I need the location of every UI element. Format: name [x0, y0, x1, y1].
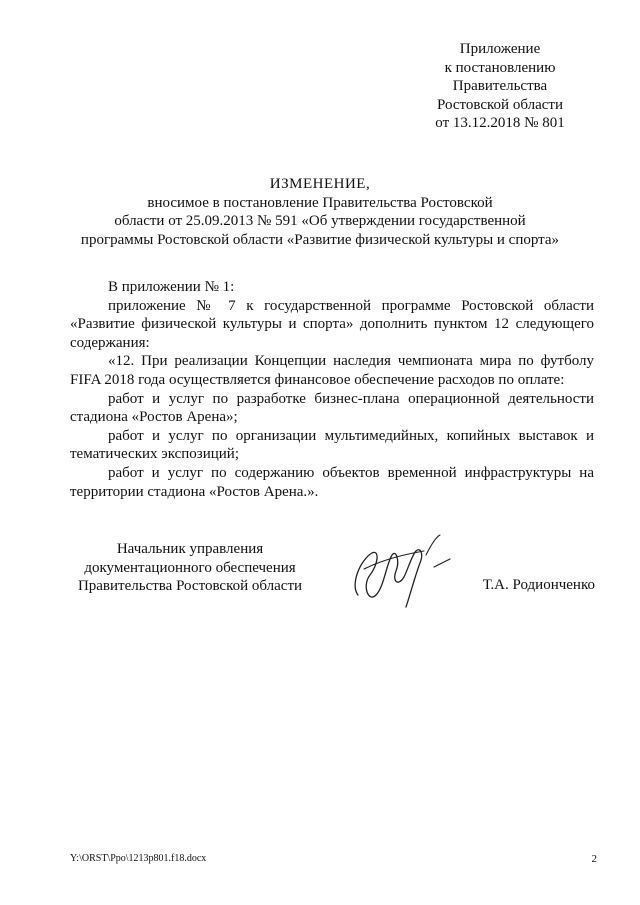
signatory-position: [70, 540, 310, 596]
heading-line: программы Ростовской области «Развитие физической культуры и спорта»: [80, 231, 560, 248]
file-path-footer: Y:\ORST\Ppo\1213p801.f18.docx: [70, 853, 207, 864]
annex-header: [400, 40, 600, 133]
body-paragraph: В приложении № 1:: [108, 279, 235, 295]
annex-line: от 13.12.2018 № 801: [435, 115, 565, 131]
annex-line: к постановлению: [444, 59, 556, 76]
position-line: Правительства Ростовской области: [77, 578, 303, 594]
annex-line: Правительства: [452, 78, 548, 94]
annex-line: Ростовской области: [437, 96, 563, 113]
body-paragraph: работ и услуг по организации мультимедийных, копийных выставок и тематических экспозиций;: [70, 427, 594, 463]
signer-name: Т.А. Родионченко: [482, 577, 595, 593]
body-paragraph: «12. При реализации Концепции наследия чемпионата мира по футболу FIFA 2018 года осуществляется финансовое обеспечение расходов по оплате:: [70, 353, 594, 388]
body-paragraph: работ и услуг по содержанию объектов временной инфраструктуры на территории стадиона «Ростов Арена.».: [70, 464, 594, 500]
heading-line: вносимое в постановление Правительства Ростовской: [147, 194, 493, 211]
handwritten-signature: [340, 525, 460, 610]
position-line: Начальник управления: [116, 541, 264, 557]
heading-line: области от 25.09.2013 № 591 «Об утверждении государственной: [114, 213, 526, 229]
annex-line: Приложение: [459, 41, 541, 57]
document-heading: [60, 175, 580, 249]
page-number: 2: [591, 853, 597, 865]
document-title: ИЗМЕНЕНИЕ,: [269, 176, 371, 192]
position-line: документационного обеспечения: [84, 559, 296, 576]
document-body: [70, 278, 594, 501]
body-paragraph: приложение № 7 к государственной программе Ростовской области «Развитие физической культуры и спорта» дополнить пунктом 12 следующего содержания:: [70, 297, 594, 351]
body-paragraph: работ и услуг по разработке бизнес-плана операционной деятельности стадиона «Ростов Арена»;: [70, 390, 594, 426]
